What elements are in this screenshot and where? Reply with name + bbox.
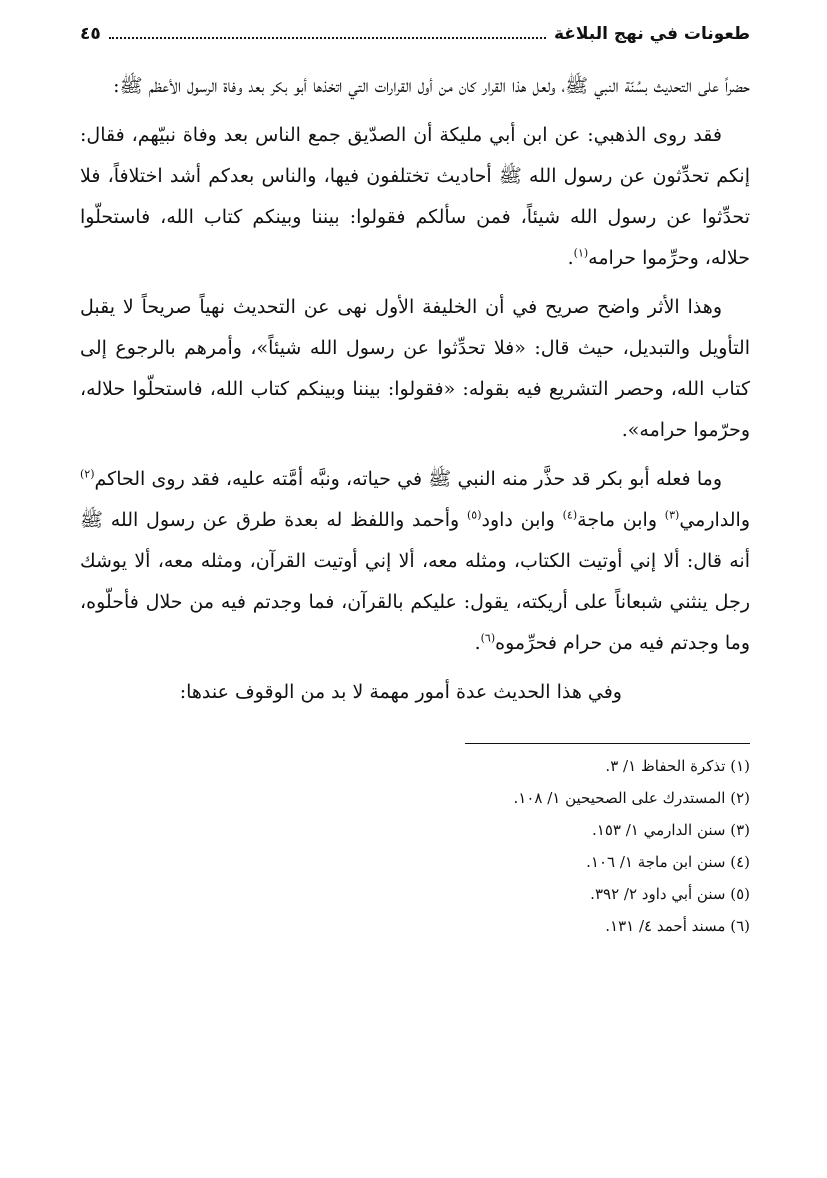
paragraph-4-text-d: وابن داود [481,509,563,531]
footnote-ref-2[interactable]: (٢) [80,467,95,481]
body-text [80,66,750,713]
footnote-3: (٣) سنن الدارمي ١/ ١٥٣. [592,821,750,839]
paragraph-1: حضراً على التحديث بسُنّة النبي ﷺ، ولعل هذا القرار كان من أول القرارات التي اتخذها أبو بكر بعد وفاة الرسول الأعظم ﷺ: [113,75,750,97]
footnote-4: (٤) سنن ابن ماجة ١/ ١٠٦. [586,853,750,871]
paragraph-4-text-c: وابن ماجة [577,509,665,531]
running-header [80,24,750,54]
paragraph-4-text-b: والدارمي [679,509,750,531]
footnotes [80,750,750,942]
footnote-ref-1[interactable]: (١) [573,246,589,260]
book-page [80,24,750,942]
footnote-ref-5[interactable]: (٥) [466,508,482,522]
footnote-5: (٥) سنن أبي داود ٢/ ٣٩٢. [590,885,750,903]
paragraph-4 [80,459,750,664]
paragraph-2 [80,115,750,279]
footnote-ref-3[interactable]: (٣) [664,508,680,522]
paragraph-4-end: . [474,632,481,654]
footnote-separator [465,743,750,744]
paragraph-3: وهذا الأثر واضح صريح في أن الخليفة الأول نهى عن التحديث نهياً صريحاً لا يقبل التأويل والتبديل، حيث قال: «فلا تحدِّثوا عن رسول الله شيئاً»، وأمرهم بالرجوع إلى كتاب الله، وحصر التشريع فيه بقوله: «فقولوا: بيننا وبينكم كتاب الله، فاستحلّوا حلاله، وحرّموا حرامه». [80,296,750,441]
footnote-2: (٢) المستدرك على الصحيحين ١/ ١٠٨. [513,789,750,807]
page-number: ٤٥ [80,24,101,44]
paragraph-2-end: . [567,247,574,269]
paragraph-2-text: فقد روى الذهبي: عن ابن أبي مليكة أن الصدّيق جمع الناس بعد وفاة نبيّهم، فقال: إنكم تحدِّثون عن رسول الله ﷺ أحاديث تختلفون فيها، والناس بعدكم أشد اختلافاً، فلا تحدِّثوا عن رسول الله شيئاً، فمن سألكم فقولوا: بيننا وبينكم كتاب الله، فاستحلّوا حلاله، وحرِّموا حرامه [80,124,750,269]
paragraph-4-text-a: وما فعله أبو بكر قد حذَّر منه النبي ﷺ في حياته، ونبَّه أمَّته عليه، فقد روى الحاكم [94,468,722,490]
footnote-6: (٦) مسند أحمد ٤/ ١٣١. [605,917,750,935]
paragraph-4-text-e: وأحمد واللفظ له بعدة طرق عن رسول الله ﷺ أنه قال: ألا إني أوتيت الكتاب، ومثله معه، ألا إني أوتيت القرآن، ومثله معه، ألا يوشك رجل ينثني شبعاناً على أريكته، يقول: عليكم بالقرآن، فما وجدتم فيه من حلال فأحلّوه، وما وجدتم فيه من حرام فحرِّموه [80,509,750,654]
footnote-ref-4[interactable]: (٤) [562,508,578,522]
dotted-leader [109,36,546,39]
footnote-1: (١) تذكرة الحفاظ ١/ ٣. [605,757,750,775]
footnote-ref-6[interactable]: (٦) [480,631,496,645]
paragraph-5: وفي هذا الحديث عدة أمور مهمة لا بد من الوقوف عندها: [179,681,622,703]
running-title: طعونات في نهج البلاغة [553,24,750,44]
